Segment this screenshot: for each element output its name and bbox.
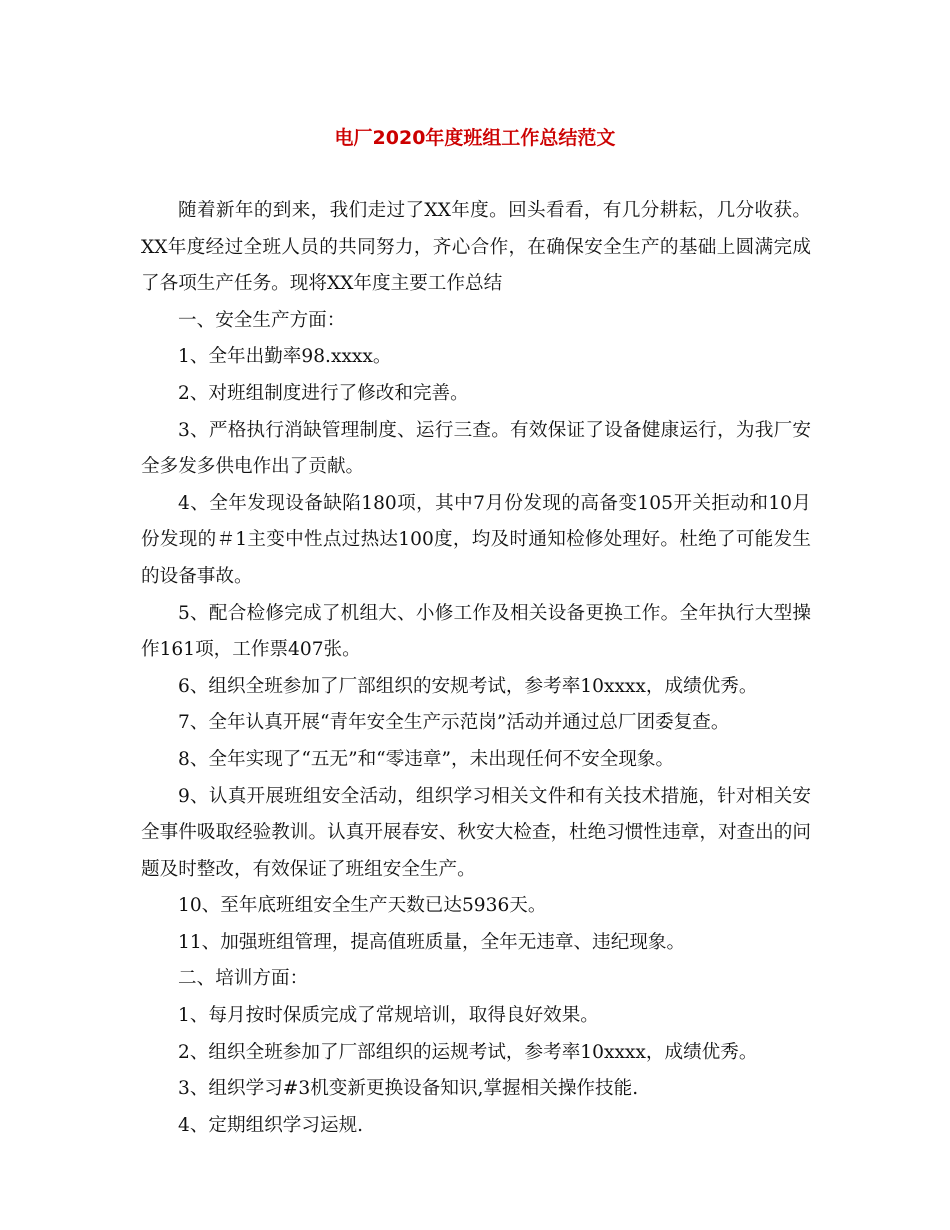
paragraph-text: 10、至年底班组安全生产天数已达5936天。 — [178, 895, 547, 917]
paragraph-text: 2、组织全班参加了厂部组织的运规考试，参考率10xxxx，成绩优秀。 — [178, 1041, 758, 1063]
section-heading-safety — [141, 303, 811, 340]
list-item — [141, 1035, 811, 1072]
list-item — [141, 1071, 811, 1108]
list-item — [141, 925, 811, 962]
section-heading-training — [141, 961, 811, 998]
paragraph-text: 1、全年出勤率98.xxxx。 — [178, 346, 392, 368]
paragraph-text: 2、对班组制度进行了修改和完善。 — [178, 382, 469, 404]
paragraph-text: 9、认真开展班组安全活动，组织学习相关文件和有关技术措施，针对相关安全事件吸取经验教训。认真开展春安、秋安大检查，杜绝习惯性违章，对查出的问题及时整改，有效保证了班组安全生产。 — [141, 785, 811, 880]
paragraph-intro — [141, 193, 811, 303]
paragraph-text: 4、定期组织学习运规. — [178, 1114, 364, 1136]
paragraph-text: 7、全年认真开展“青年安全生产示范岗”活动并通过总厂团委复查。 — [178, 712, 730, 734]
list-item — [141, 669, 811, 706]
list-item — [141, 888, 811, 925]
list-item — [141, 486, 811, 596]
list-item — [141, 413, 811, 486]
list-item — [141, 339, 811, 376]
paragraph-text: 8、全年实现了“五无”和“零违章”，未出现任何不安全现象。 — [178, 748, 675, 770]
list-item — [141, 779, 811, 889]
paragraph-text: 5、配合检修完成了机组大、小修工作及相关设备更换工作。全年执行大型操作161项，工作票407张。 — [141, 602, 811, 661]
paragraph-text: 3、严格执行消缺管理制度、运行三查。有效保证了设备健康运行，为我厂安全多发多供电作出了贡献。 — [141, 419, 811, 478]
list-item — [141, 742, 811, 779]
paragraph-text: 二、培训方面： — [178, 968, 309, 990]
paragraph-text: 11、加强班组管理，提高值班质量，全年无违章、违纪现象。 — [178, 931, 686, 953]
paragraph-text: 4、全年发现设备缺陷180项，其中7月份发现的高备变105开关拒动和10月份发现的＃1主变中性点过热达100度，均及时通知检修处理好。杜绝了可能发生的设备事故。 — [141, 492, 811, 587]
list-item — [141, 705, 811, 742]
list-item — [141, 1108, 811, 1145]
list-item — [141, 376, 811, 413]
paragraph-text: 3、组织学习#3机变新更换设备知识,掌握相关操作技能. — [178, 1078, 639, 1100]
list-item — [141, 998, 811, 1035]
paragraph-text: 一、安全生产方面： — [178, 309, 346, 331]
paragraph-text: 6、组织全班参加了厂部组织的安规考试，参考率10xxxx，成绩优秀。 — [178, 675, 758, 697]
document-title: 电厂2020年度班组工作总结范文 — [334, 127, 616, 149]
paragraph-text: 1、每月按时保质完成了常规培训，取得良好效果。 — [178, 1005, 599, 1027]
document-body — [141, 193, 811, 1144]
list-item — [141, 596, 811, 669]
paragraph-text: 随着新年的到来，我们走过了XX年度。回头看看，有几分耕耘，几分收获。XX年度经过全班人员的共同努力，齐心合作，在确保安全生产的基础上圆满完成了各项生产任务。现将XX年度主要工作总结 — [141, 200, 811, 295]
